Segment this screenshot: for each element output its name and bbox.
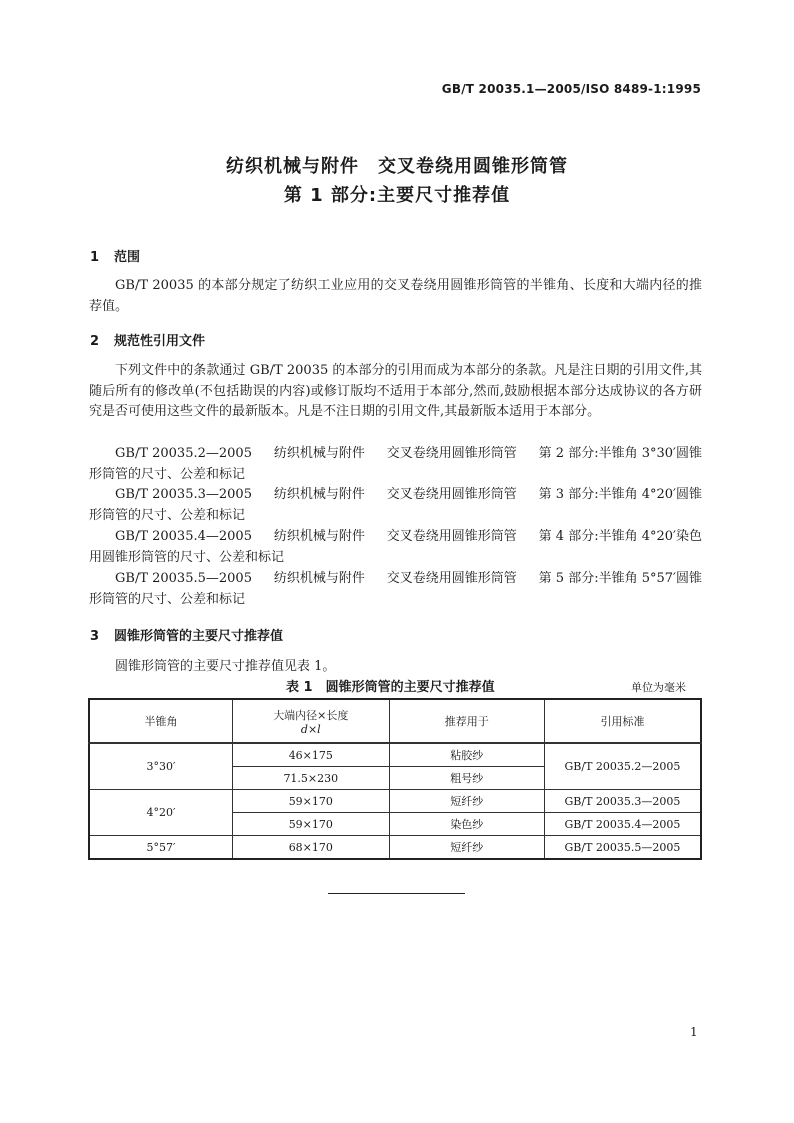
header-use: 推荐用于 [389, 699, 544, 743]
dimensions-table [88, 698, 702, 860]
cell-size: 59×170 [233, 790, 390, 813]
cell-angle: 4°20′ [89, 790, 233, 836]
end-divider [328, 893, 465, 894]
reference-continuation: 形筒管的尺寸、公差和标记 [89, 466, 246, 482]
reference-code: GB/T 20035.4—2005 [115, 529, 252, 544]
normative-reference [89, 444, 702, 485]
cell-size: 71.5×230 [233, 767, 390, 790]
section-title: 规范性引用文件 [114, 334, 206, 349]
section-title: 范围 [114, 250, 141, 265]
reference-part: 第 3 部分:半锥角 4°20′圆锥 [538, 487, 702, 502]
document-title-line2: 第 1 部分:主要尺寸推荐值 [283, 185, 511, 206]
reference-org: 纺织机械与附件 [273, 571, 365, 586]
table-row [89, 790, 701, 813]
cell-angle: 3°30′ [89, 743, 233, 790]
cell-size: 46×175 [233, 743, 390, 767]
table-row [89, 836, 701, 860]
cell-ref: GB/T 20035.5—2005 [544, 836, 701, 860]
reference-org: 纺织机械与附件 [273, 487, 365, 502]
cell-use: 染色纱 [389, 813, 544, 836]
cell-use: 短纤纱 [389, 836, 544, 860]
reference-part: 第 5 部分:半锥角 5°57′圆锥 [538, 571, 702, 586]
reference-org: 纺织机械与附件 [273, 529, 365, 544]
reference-subject: 交叉卷绕用圆锥形筒管 [386, 487, 517, 502]
reference-code: GB/T 20035.3—2005 [115, 487, 252, 502]
section-number: 1 [90, 250, 100, 265]
header-size [233, 699, 390, 743]
reference-subject: 交叉卷绕用圆锥形筒管 [386, 571, 517, 586]
reference-org: 纺织机械与附件 [273, 446, 365, 461]
cell-ref: GB/T 20035.4—2005 [544, 813, 701, 836]
section-2-heading [90, 330, 205, 349]
reference-code: GB/T 20035.5—2005 [115, 571, 252, 586]
section-number: 2 [90, 334, 100, 349]
cell-use: 粗号纱 [389, 767, 544, 790]
reference-continuation: 形筒管的尺寸、公差和标记 [89, 591, 246, 607]
normative-reference [89, 485, 702, 526]
reference-part: 第 2 部分:半锥角 3°30′圆锥 [538, 446, 702, 461]
table-row [89, 743, 701, 767]
cell-size: 68×170 [233, 836, 390, 860]
cell-ref: GB/T 20035.2—2005 [544, 743, 701, 790]
cell-ref: GB/T 20035.3—2005 [544, 790, 701, 813]
header-angle: 半锥角 [89, 699, 233, 743]
reference-continuation: 用圆锥形筒管的尺寸、公差和标记 [89, 549, 285, 565]
reference-subject: 交叉卷绕用圆锥形筒管 [386, 529, 517, 544]
standard-identifier: GB/T 20035.1—2005/ISO 8489-1:1995 [441, 82, 701, 96]
table-unit-note: 单位为毫米 [631, 681, 686, 694]
cell-angle: 5°57′ [89, 836, 233, 860]
page-number: 1 [690, 1025, 698, 1039]
normative-reference [89, 527, 702, 568]
header-size-label: 大端内径×长度 [273, 708, 349, 722]
section-3-heading [90, 625, 283, 644]
section-1-heading [90, 246, 140, 265]
section-title: 圆锥形筒管的主要尺寸推荐值 [114, 629, 284, 644]
reference-code: GB/T 20035.2—2005 [115, 446, 252, 461]
section-number: 3 [90, 629, 100, 644]
header-ref: 引用标准 [544, 699, 701, 743]
reference-subject: 交叉卷绕用圆锥形筒管 [386, 446, 517, 461]
section-2-intro: 下列文件中的条款通过 GB/T 20035 的本部分的引用而成为本部分的条款。凡是注日期的引用文件,其随后所有的修改单(不包括勘误的内容)或修订版均不适用于本部分,然而,鼓励根据本部分达成协议的各方研究是否可使用这些文件的最新版本。凡是不注日期的引用文件,其最新版本适用于本部分。 [89, 363, 702, 419]
cell-size: 59×170 [233, 813, 390, 836]
header-size-symbol: d×l [300, 722, 321, 736]
table-caption: 表 1 圆锥形筒管的主要尺寸推荐值 [286, 680, 495, 695]
normative-reference [89, 569, 702, 610]
cell-use: 粘胶纱 [389, 743, 544, 767]
reference-continuation: 形筒管的尺寸、公差和标记 [89, 507, 246, 523]
section-3-text: 圆锥形筒管的主要尺寸推荐值见表 1。 [115, 659, 336, 674]
reference-part: 第 4 部分:半锥角 4°20′染色 [538, 529, 702, 544]
cell-use: 短纤纱 [389, 790, 544, 813]
table-header-row [89, 699, 701, 743]
document-title-line1: 纺织机械与附件 交叉卷绕用圆锥形筒管 [226, 156, 568, 177]
section-1-text: GB/T 20035 的本部分规定了纺织工业应用的交叉卷绕用圆锥形筒管的半锥角、长度和大端内径的推荐值。 [89, 278, 702, 314]
